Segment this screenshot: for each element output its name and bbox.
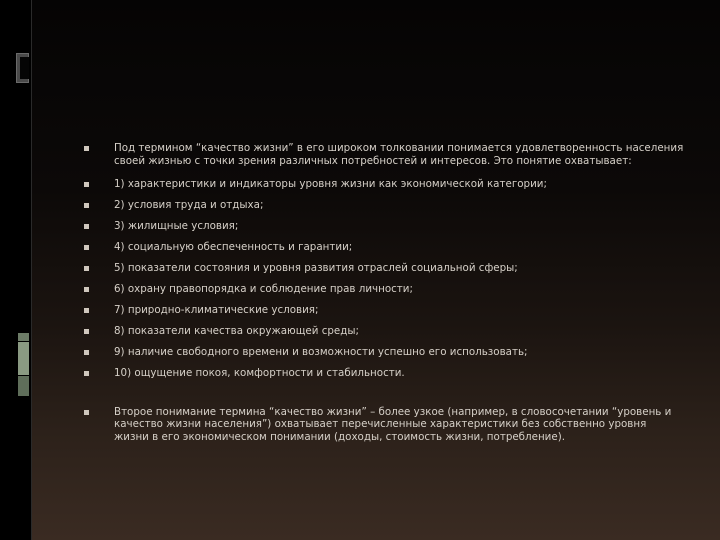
list-item bbox=[84, 346, 684, 359]
green-accent-block-small bbox=[18, 333, 29, 341]
list-item bbox=[84, 262, 684, 275]
bullet-square-icon bbox=[84, 266, 89, 271]
bullet-square-icon bbox=[84, 245, 89, 250]
bullet-square-icon bbox=[84, 224, 89, 229]
list-item-text: 6) охрану правопорядка и соблюдение прав личности; bbox=[114, 283, 413, 295]
list-item bbox=[84, 142, 684, 167]
bullet-square-icon bbox=[84, 410, 89, 415]
list-item-text: 9) наличие свободного времени и возможности успешно его использовать; bbox=[114, 346, 528, 358]
left-strip-edge bbox=[31, 0, 32, 540]
list-item bbox=[84, 406, 684, 444]
green-accent-block-large bbox=[18, 342, 29, 375]
green-accent-block-dark bbox=[18, 376, 29, 396]
bullet-square-icon bbox=[84, 329, 89, 334]
list-item bbox=[84, 199, 684, 212]
list-item-text: 10) ощущение покоя, комфортности и стабильности. bbox=[114, 367, 405, 379]
list-item-text: 7) природно-климатические условия; bbox=[114, 304, 319, 316]
list-item-text: 3) жилищные условия; bbox=[114, 220, 239, 232]
bullet-square-icon bbox=[84, 287, 89, 292]
list-item bbox=[84, 220, 684, 233]
list-item bbox=[84, 367, 684, 380]
list-item bbox=[84, 283, 684, 296]
list-item bbox=[84, 325, 684, 338]
list-item-text: 4) социальную обеспеченность и гарантии; bbox=[114, 241, 353, 253]
list-item-text: 1) характеристики и индикаторы уровня жизни как экономической категории; bbox=[114, 178, 547, 190]
list-item bbox=[84, 304, 684, 317]
list-item bbox=[84, 178, 684, 191]
bullet-square-icon bbox=[84, 308, 89, 313]
bullet-list bbox=[84, 142, 684, 443]
bullet-square-icon bbox=[84, 371, 89, 376]
list-item-text: 5) показатели состояния и уровня развития отраслей социальной сферы; bbox=[114, 262, 518, 274]
bullet-square-icon bbox=[84, 203, 89, 208]
list-item-text: 2) условия труда и отдыха; bbox=[114, 199, 264, 211]
dark-accent-block bbox=[16, 53, 29, 83]
bullet-square-icon bbox=[84, 182, 89, 187]
bullet-square-icon bbox=[84, 146, 89, 151]
list-item-text: Второе понимание термина “качество жизни” – более узкое (например, в словосочетании “уровень и качество жизни населения”) охватывает перечисленные характеристики без собственно уровня жизни в его экономическом понимании (доходы, стоимость жизни, потребление). bbox=[114, 405, 672, 443]
list-item-text: Под термином “качество жизни” в его широком толковании понимается удовлетворенность населения своей жизнью с точки зрения различных потребностей и интересов. Это понятие охватывает: bbox=[114, 142, 684, 167]
bullet-square-icon bbox=[84, 350, 89, 355]
list-item-text: 8) показатели качества окружающей среды; bbox=[114, 325, 359, 337]
list-item bbox=[84, 241, 684, 254]
